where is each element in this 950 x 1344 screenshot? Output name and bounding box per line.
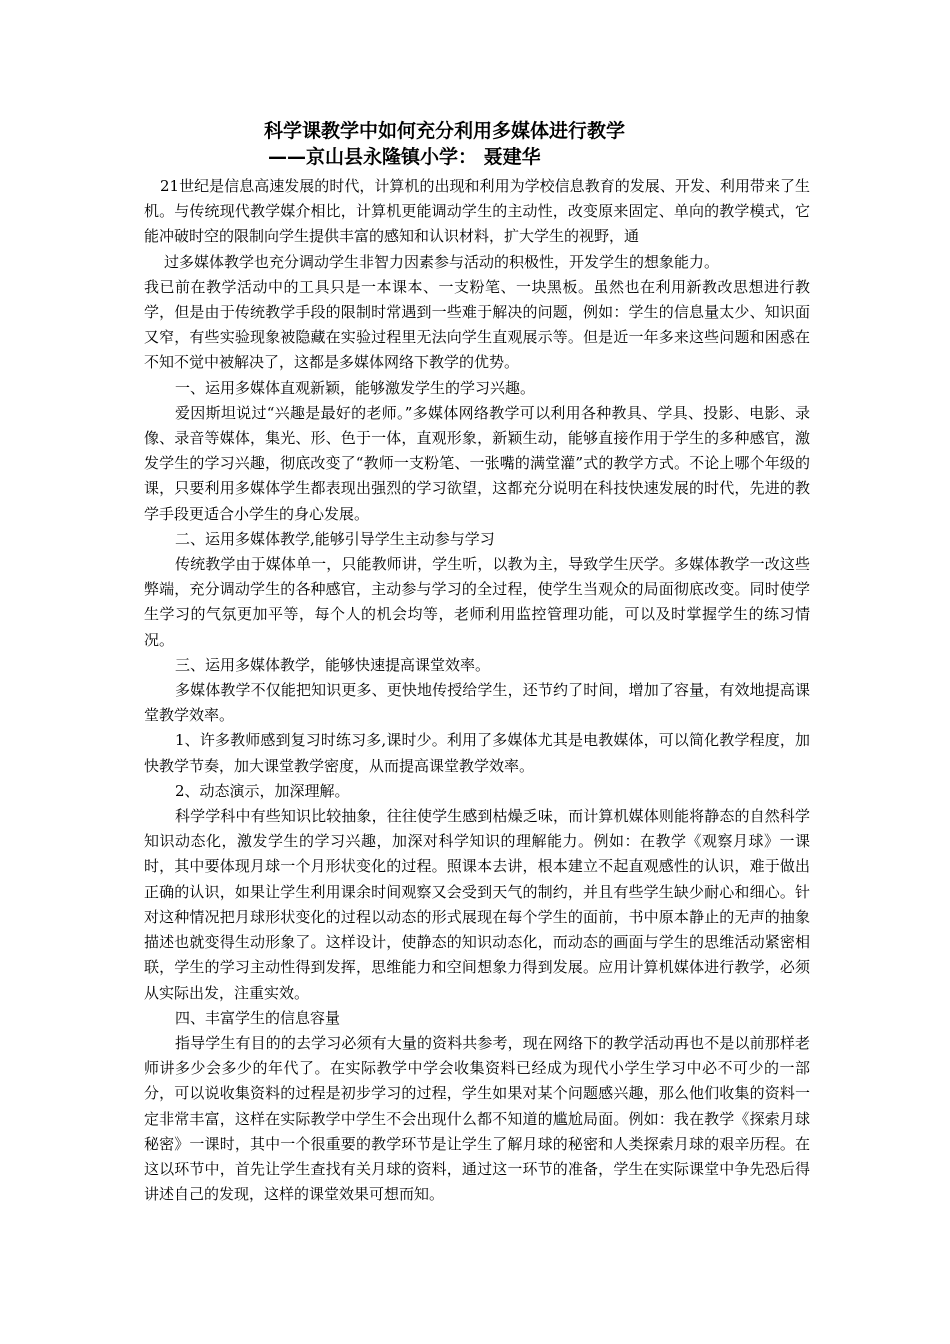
paragraph-information-capacity: 指导学生有目的的去学习必须有大量的资料共参考，现在网络下的教学活动再也不是以前那样老师讲多少会多少的年代了。在实际教学中学会收集资料已经成为现代小学生学习中必不可少的一部分，可以说收集资料的过程是初步学习的过程，学生如果对某个问题感兴趣，那么他们收集的资料一定非常丰富，这样在实际教学中学生不会出现什么都不知道的尴尬局面。例如：我在教学《探索月球秘密》一课时，其中一个很重要的教学环节是让学生了解月球的秘密和人类探索月球的艰辛历程。在这以环节中，首先让学生查找有关月球的资料，通过这一环节的准备，学生在实际课堂中争先恐后得讲述自己的发现，这样的课堂效果可想而知。: [144, 1033, 810, 1204]
section-heading-4: 四、丰富学生的信息容量: [175, 1008, 341, 1027]
section-heading-3: 三、运用多媒体教学，能够快速提高课堂效率。: [175, 655, 491, 674]
author-line: ——京山县永隆镇小学： 聂建华: [268, 146, 541, 168]
intro-paragraph-continued: 过多媒体教学也充分调动学生非智力因素参与活动的积极性，开发学生的想象能力。: [164, 252, 720, 271]
paragraph-dynamic-demo: 科学学科中有些知识比较抽象，往往使学生感到枯燥乏味，而计算机媒体则能将静态的自然科学知识动态化，激发学生的学习兴趣，加深对科学知识的理解能力。例如：在教学《观察月球》一课时，其中要体现月球一个月形状变化的过程。照课本去讲，根本建立不起直观感性的认识，难于做出正确的认识，如果让学生利用课余时间观察又会受到天气的制约，并且有些学生缺少耐心和细心。针对这种情况把月球形状变化的过程以动态的形式展现在每个学生的面前，书中原本静止的无声的抽象描述也就变得生动形象了。这样设计，使静态的知识动态化，而动态的画面与学生的思维活动紧密相联，学生的学习主动性得到发挥，思维能力和空间想象力得到发展。应用计算机媒体进行教学，必须从实际出发，注重实效。: [144, 807, 810, 1002]
intro-paragraph: 21世纪是信息高速发展的时代，计算机的出现和利用为学校信息教育的发展、开发、利用带来了生机。与传统现代教学媒介相比，计算机更能调动学生的主动性，改变原来固定、单向的教学模式，它能冲破时空的限制向学生提供丰富的感知和认识材料，扩大学生的视野，通: [144, 177, 810, 246]
paragraph-tools: 我已前在教学活动中的工具只是一本课本、一支粉笔、一块黑板。虽然也在利用新教改思想进行教学，但是由于传统教学手段的限制时常遇到一些难于解决的问题，例如：学生的信息量太少、知识面又窄，有些实验现象被隐藏在实验过程里无法向学生直观展示等。但是近一年多来这些问题和困惑在不知不觉中被解决了，这都是多媒体网络下教学的优势。: [144, 277, 810, 372]
paragraph-review-practice: 1、许多教师感到复习时练习多,课时少。利用了多媒体尤其是电教媒体，可以简化教学程度，加快教学节奏，加大课堂教学密度，从而提高课堂教学效率。: [144, 731, 810, 775]
document-page: [144, 118, 810, 1207]
subsection-heading-dynamic-demo: 2、动态演示，加深理解。: [175, 781, 350, 800]
section-heading-1: 一、运用多媒体直观新颖，能够激发学生的学习兴趣。: [175, 378, 536, 397]
document-title: 科学课教学中如何充分利用多媒体进行教学: [264, 120, 626, 142]
paragraph-interest: 爱因斯坦说过“兴趣是最好的老师。”多媒体网络教学可以利用各种教具、学具、投影、电影、录像、录音等媒体，集光、形、色于一体，直观形象，新颖生动，能够直接作用于学生的多种感官，激发学生的学习兴趣，彻底改变了“教师一支粉笔、一张嘴的满堂灌”式的教学方式。不论上哪个年级的课，只要利用多媒体学生都表现出强烈的学习欲望，这都充分说明在科技快速发展的时代，先进的教学手段更适合小学生的身心发展。: [144, 403, 810, 523]
section-heading-2: 二、运用多媒体教学,能够引导学生主动参与学习: [175, 529, 495, 548]
paragraph-participation: 传统教学由于媒体单一，只能教师讲，学生听，以教为主，导致学生厌学。多媒体教学一改这些弊端，充分调动学生的各种感官，主动参与学习的全过程，使学生当观众的局面彻底改变。同时使学生学习的气氛更加平等，每个人的机会均等，老师利用监控管理功能，可以及时掌握学生的练习情况。: [144, 555, 810, 649]
paragraph-efficiency: 多媒体教学不仅能把知识更多、更快地传授给学生，还节约了时间，增加了容量，有效地提高课堂教学效率。: [144, 681, 810, 725]
